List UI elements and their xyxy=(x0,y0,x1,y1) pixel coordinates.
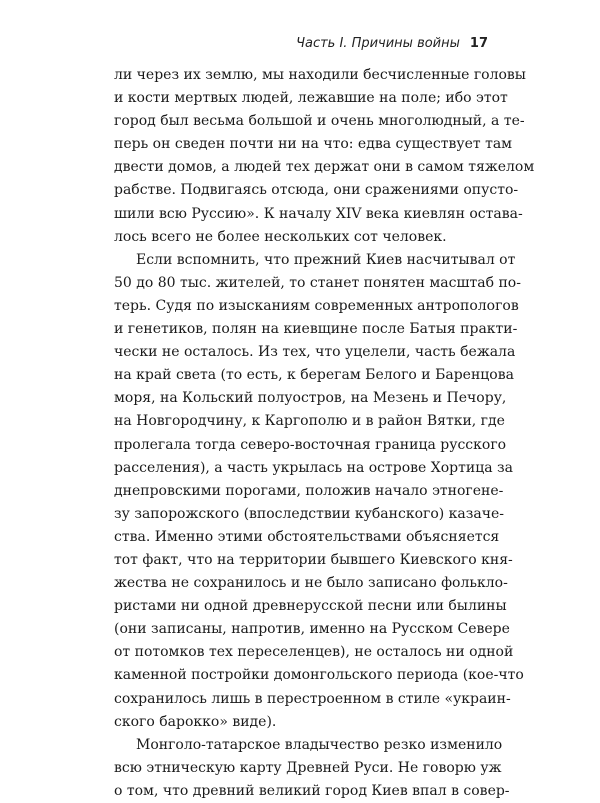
text-line: терь. Судя по изысканиям современных антропологов xyxy=(114,297,519,314)
text-line: рабстве. Подвигаясь отсюда, они сражениями опусто- xyxy=(114,182,519,199)
text-line: пролегала тогда северо-восточная граница русского xyxy=(114,436,507,453)
text-line: на Новгородчину, к Каргополю и в район Вятки, где xyxy=(114,413,505,430)
text-line: тот факт, что на территории бывшего Киевского кня- xyxy=(114,551,513,568)
text-line: расселения), а часть укрылась на острове Хортица за xyxy=(114,459,513,476)
text-line: 50 до 80 тыс. жителей, то станет понятен масштаб по- xyxy=(114,274,521,291)
text-line: днепровскими порогами, положив начало этногене- xyxy=(114,482,504,499)
text-line: город был весьма большой и очень многолюдный, а те- xyxy=(114,113,525,130)
text-line: двести домов, а людей тех держат они в самом тяжелом xyxy=(114,159,535,176)
text-line: моря, на Кольский полуостров, на Мезень и Печору, xyxy=(114,390,507,407)
chapter-title: Часть I. Причины войны xyxy=(296,36,460,51)
text-line: чески не осталось. Из тех, что уцелели, часть бежала xyxy=(114,344,516,361)
text-line: от потомков тех переселенцев), не осталось ни одной xyxy=(114,644,514,661)
body-text xyxy=(114,64,535,803)
text-line: ского барокко» виде). xyxy=(114,713,277,730)
text-line: лось всего не более нескольких сот человек. xyxy=(114,228,447,245)
text-line: и кости мертвых людей, лежавшие на поле; ибо этот xyxy=(114,90,508,107)
running-header xyxy=(296,36,488,51)
text-line: о том, что древний великий город Киев впал в совер- xyxy=(114,782,510,799)
text-line: шили всю Руссию». К началу XIV века киевлян остава- xyxy=(114,205,523,222)
text-line: Если вспомнить, что прежний Киев насчитывал от xyxy=(136,251,516,268)
page-number: 17 xyxy=(469,36,488,51)
text-line: ли через их землю, мы находили бесчисленные головы xyxy=(114,67,526,83)
text-line: каменной постройки домонгольского периода (кое-что xyxy=(114,667,524,684)
text-line: и генетиков, полян на киевщине после Батыя практи- xyxy=(114,321,518,338)
text-line: перь он сведен почти ни на что: едва существует там xyxy=(114,136,513,153)
text-line: зу запорожского (впоследствии кубанского) казаче- xyxy=(114,505,505,522)
text-line: сохранилось лишь в перестроенном в стиле «украин- xyxy=(114,690,511,707)
text-line: Монголо-татарское владычество резко изменило xyxy=(136,736,503,753)
text-line: ства. Именно этими обстоятельствами объясняется xyxy=(114,528,500,545)
text-line: на край света (то есть, к берегам Белого и Баренцова xyxy=(114,367,514,384)
text-line: ристами ни одной древнерусской песни или былины xyxy=(114,598,507,615)
text-line: всю этническую карту Древней Руси. Не говорю уж xyxy=(114,759,502,776)
text-line: жества не сохранилось и не было записано фолькло- xyxy=(114,575,508,592)
text-line: (они записаны, напротив, именно на Русском Севере xyxy=(114,621,510,638)
